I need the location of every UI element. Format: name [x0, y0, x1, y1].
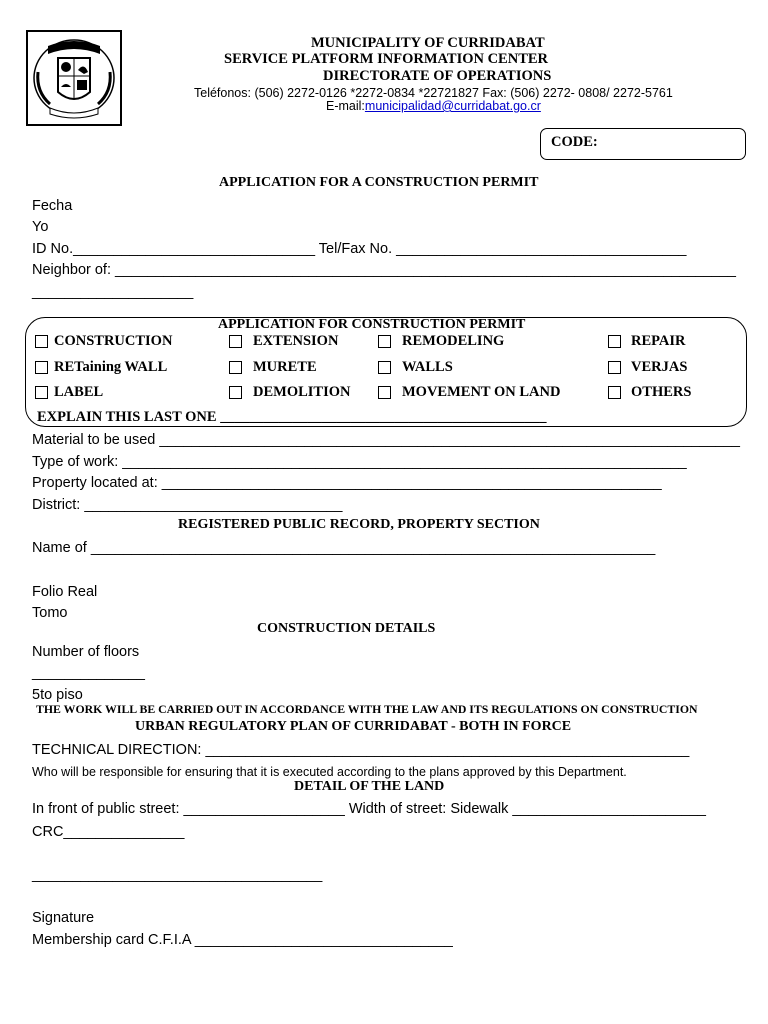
- field-membership-card[interactable]: Membership card C.F.I.A ________________________________: [32, 932, 453, 948]
- header-email-row: [326, 99, 541, 113]
- checkbox-others[interactable]: [608, 386, 621, 399]
- checkbox-verjas[interactable]: [608, 361, 621, 374]
- code-label: CODE:: [551, 134, 598, 150]
- floors-value: 5to piso: [32, 687, 83, 703]
- checkbox-murete[interactable]: [229, 361, 242, 374]
- code-box[interactable]: [540, 128, 746, 160]
- option-extension: EXTENSION: [253, 333, 339, 349]
- option-construction: CONSTRUCTION: [54, 333, 173, 349]
- option-repair: REPAIR: [631, 333, 686, 349]
- checkbox-demolition[interactable]: [229, 386, 242, 399]
- field-neighbor[interactable]: Neighbor of: _____________________________________________________________________________: [32, 262, 736, 278]
- permit-heading: APPLICATION FOR CONSTRUCTION PERMIT: [218, 317, 526, 332]
- floors-line[interactable]: ______________: [32, 665, 145, 681]
- form-title: APPLICATION FOR A CONSTRUCTION PERMIT: [219, 175, 539, 190]
- option-movement-on-land: MOVEMENT ON LAND: [402, 384, 561, 400]
- field-street[interactable]: In front of public street: ____________________ Width of street: Sidewalk ________________________: [32, 801, 706, 817]
- checkbox-extension[interactable]: [229, 335, 242, 348]
- option-others: OTHERS: [631, 384, 692, 400]
- field-technical-direction[interactable]: TECHNICAL DIRECTION: ____________________________________________________________: [32, 742, 690, 758]
- option-murete: MURETE: [253, 359, 317, 375]
- field-district[interactable]: District: ________________________________: [32, 497, 343, 513]
- option-retaining-wall: RETaining WALL: [54, 359, 168, 375]
- construction-heading: CONSTRUCTION DETAILS: [257, 621, 436, 636]
- field-crc[interactable]: CRC_______________: [32, 824, 185, 840]
- checkbox-label[interactable]: [35, 386, 48, 399]
- field-number-of-floors: Number of floors: [32, 644, 140, 660]
- land-heading: DETAIL OF THE LAND: [294, 779, 445, 794]
- signature-label: Signature: [32, 910, 95, 926]
- checkbox-walls[interactable]: [378, 361, 391, 374]
- option-demolition: DEMOLITION: [253, 384, 351, 400]
- option-remodeling: REMODELING: [402, 333, 505, 349]
- header-service-center: SERVICE PLATFORM INFORMATION CENTER: [224, 51, 549, 67]
- checkbox-construction[interactable]: [35, 335, 48, 348]
- option-label: LABEL: [54, 384, 104, 400]
- field-yo[interactable]: Yo: [32, 219, 49, 235]
- law-note: THE WORK WILL BE CARRIED OUT IN ACCORDANCE WITH THE LAW AND ITS REGULATIONS ON CONSTRUCTION: [36, 702, 698, 716]
- header-directorate: DIRECTORATE OF OPERATIONS: [323, 68, 552, 84]
- field-material[interactable]: Material to be used ________________________________________________________________________: [32, 432, 740, 448]
- email-link[interactable]: municipalidad@curridabat.go.cr: [364, 99, 541, 113]
- checkbox-retaining-wall[interactable]: [35, 361, 48, 374]
- header-municipality: MUNICIPALITY OF CURRIDABAT: [311, 35, 545, 51]
- option-verjas: VERJAS: [631, 359, 688, 375]
- field-id-tel[interactable]: ID No.______________________________ Tel/Fax No. ____________________________________: [32, 241, 687, 257]
- checkbox-repair[interactable]: [608, 335, 621, 348]
- registry-heading: REGISTERED PUBLIC RECORD, PROPERTY SECTION: [178, 517, 540, 532]
- municipality-seal: [26, 30, 122, 126]
- plan-note: URBAN REGULATORY PLAN OF CURRIDABAT - BOTH IN FORCE: [135, 719, 572, 734]
- email-label: E-mail:: [326, 99, 365, 113]
- responsible-note: Who will be responsible for ensuring that it is executed according to the plans approved by this Department.: [32, 765, 627, 779]
- checkbox-remodeling[interactable]: [378, 335, 391, 348]
- field-tomo[interactable]: Tomo: [32, 605, 68, 621]
- field-work-type[interactable]: Type of work: ______________________________________________________________________: [32, 454, 687, 470]
- field-property-location[interactable]: Property located at: ______________________________________________________________: [32, 475, 662, 491]
- signature-line[interactable]: ____________________________________: [32, 867, 323, 883]
- field-folio-real[interactable]: Folio Real: [32, 584, 98, 600]
- field-neighbor-cont[interactable]: ____________________: [32, 284, 194, 300]
- header-phones: Teléfonos: (506) 2272-0126 *2272-0834 *22721827 Fax: (506) 2272- 0808/ 2272-5761: [194, 86, 673, 100]
- field-name-of[interactable]: Name of ______________________________________________________________________: [32, 540, 656, 556]
- option-walls: WALLS: [402, 359, 453, 375]
- checkbox-movement-on-land[interactable]: [378, 386, 391, 399]
- explain-field[interactable]: EXPLAIN THIS LAST ONE _____________________________________________: [37, 409, 547, 425]
- field-fecha[interactable]: Fecha: [32, 198, 73, 214]
